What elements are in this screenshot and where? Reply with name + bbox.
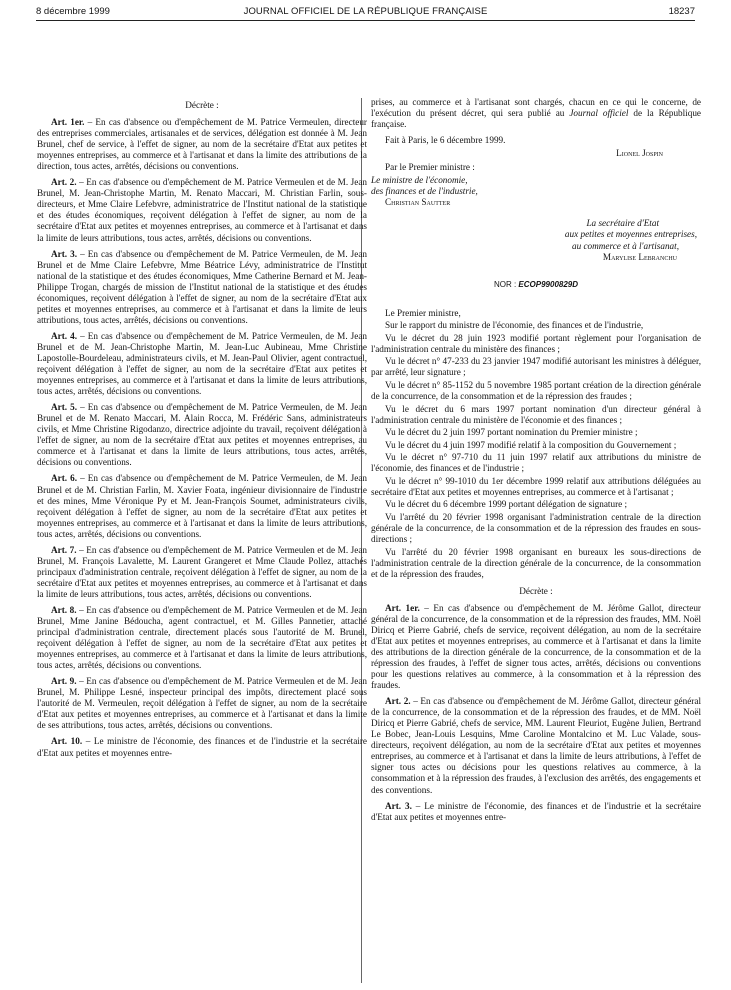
- left-article-10: [37, 736, 367, 758]
- left-article-7: [37, 545, 367, 600]
- journal-title: JOURNAL OFFICIEL DE LA RÉPUBLIQUE FRANÇAISE: [243, 6, 488, 17]
- article-label: Art. 4.: [51, 330, 78, 341]
- continuation-text: prises, au commerce et à l'artisanat sont chargés, chacun en ce qui le concerne, de l'exécution du présent décret, qui sera publié au: [371, 97, 701, 119]
- signer-prime-minister: Lionel Jospin: [616, 148, 663, 159]
- article-label: Art. 8.: [51, 604, 77, 615]
- nor-label: NOR :: [493, 279, 519, 289]
- article-label: Art. 6.: [51, 473, 78, 484]
- article-text: – En cas d'absence ou d'empêchement de M. Patrice Vermeulen, de M. Jean Brunel et de M. Christian Farlin, M. Xavier Foata, ingénieur divisionnaire de l'industrie et des mines, Mme Véronique Py et M. Jean-François Soumet, administrateurs civils, reçoivent délégation à l'effet de signer, au nom de la secrétaire d'Etat aux petites et moyennes entreprises, au commerce et à l'artisanat et dans la limite de leurs attributions, tous actes, arrêtés, décisions ou conventions.: [37, 473, 367, 539]
- article-label: Art. 9.: [51, 676, 77, 687]
- visas-list: [371, 320, 701, 580]
- secretary-name: Marylise Lebranchu: [602, 251, 677, 262]
- decrete-heading-2: Décrète :: [519, 585, 553, 596]
- left-article-9: [37, 676, 367, 731]
- minister-name: Christian Sautter: [385, 197, 451, 208]
- visa-5: Vu le décret du 6 mars 1997 portant nomination d'un directeur général à l'administration centrale du ministère de l'économie et des finances ;: [371, 403, 701, 425]
- minister-title-2: des finances et de l'industrie,: [371, 186, 478, 197]
- visa-4: Vu le décret n° 85-1152 du 5 novembre 1985 portant création de la direction générale de la concurrence, de la consommation et de la répression des fraudes ;: [371, 379, 701, 401]
- visa-7: Vu le décret du 4 juin 1997 modifié relatif à la composition du Gouvernement ;: [385, 439, 677, 450]
- nor-code: ECOP9900829D: [518, 279, 579, 289]
- right-article-1: [371, 603, 701, 691]
- left-article-3: [37, 249, 367, 326]
- secretary-title-1: La secrétaire d'Etat: [586, 218, 659, 229]
- article-text: – En cas d'absence ou d'empêchement de M. Patrice Vermeulen et de M. Jean Brunel, Mme Janine Bédoucha, agent contractuel, et M. Gilles Pannetier, attaché principal d'administration centrale, directement placés sous l'autorité de M. Brunel, reçoivent délégation à l'effet de signer, au nom de la secrétaire d'Etat aux petites et moyennes entreprises, au commerce et à l'artisanat et dans la limite de leurs attributions, tous actes, arrêtés, décisions ou conventions.: [37, 604, 367, 671]
- visa-6: Vu le décret du 2 juin 1997 portant nomination du Premier ministre ;: [385, 427, 638, 438]
- visa-8: Vu le décret n° 97-710 du 11 juin 1997 relatif aux attributions du ministre de l'économie, des finances et de l'industrie ;: [371, 452, 701, 474]
- article-text: – En cas d'absence ou d'empêchement de M. Patrice Vermeulen, de M. Jean Brunel et de M. Renato Maccari, M. Alain Rocca, M. Frédéric Sans, administrateurs civils, et Mme Christine Rigodanzo, directrice adjointe du travail, reçoivent délégation à l'effet de signer, au nom de la secrétaire d'Etat aux petites et moyennes entreprises, au commerce et à l'artisanat et dans la limite de leurs attributions, tous actes, arrêtés, décisions ou conventions.: [37, 402, 367, 468]
- par-le-premier-ministre: Par le Premier ministre :: [385, 162, 475, 173]
- article-text: – En cas d'absence ou d'empêchement de M. Patrice Vermeulen, de M. Jean Brunel et de Mme Claire Lefebvre, Mme Béatrice Lévy, administratrice de l'Institut national de la statistique et des études économiques, Mme Catherine Bernard et M. Jean-Philippe Trogan, chargés de mission de l'Institut national de la statistique et des études économiques, reçoivent délégation à l'effet de signer, au nom de la secrétaire d'Etat aux petites et moyennes entreprises, au commerce et à l'artisanat et dans la limite de leurs attributions, tous actes, arrêtés, décisions ou conventions.: [37, 248, 367, 325]
- article-label: Art. 1er.: [51, 117, 85, 128]
- left-articles: [37, 117, 367, 759]
- left-article-8: [37, 605, 367, 671]
- visa-12: Vu l'arrêté du 20 février 1998 organisant en bureaux les sous-directions de l'administration centrale de la direction générale de la concurrence, de la consommation et de la répression des fraudes,: [371, 546, 701, 579]
- visa-10: Vu le décret du 6 décembre 1999 portant délégation de signature ;: [385, 499, 628, 510]
- article-label: Art. 2.: [51, 177, 77, 188]
- article-label: Art. 10.: [51, 736, 83, 747]
- continuation-paragraph: [371, 97, 701, 130]
- visa-2: Vu le décret du 28 juin 1923 modifié portant règlement pour l'organisation de l'administration centrale du ministère des finances ;: [371, 332, 701, 354]
- left-article-6: [37, 473, 367, 539]
- page-number: 18237: [668, 6, 695, 17]
- article-label: Art. 1er.: [385, 602, 420, 613]
- article-text: – En cas d'absence ou d'empêchement de M. Jérôme Gallot, directeur général de la concurrence, de la consommation et de la répression des fraudes, et de MM. Noël Diricq et Pierre Gabrié, chefs de service, MM. Laurent Fleuriot, Eugène Julien, Bertrand Le Bobec, Jean-Louis Lesquins, Mme Caroline Montalcino et M. Luc Valade, sous-directeurs, reçoivent délégation, au nom de la secrétaire d'Etat aux petites et moyennes entreprises, au commerce et à l'artisanat et dans la limite de leurs attributions, à l'effet de signer tous actes ou décisions pour les questions relatives au commerce, à la consommation et à la répression des fraudes, à l'exclusion des arrêtés, des engagements et des conventions.: [371, 696, 701, 795]
- article-label: Art. 3.: [385, 800, 412, 811]
- fait-line: Fait à Paris, le 6 décembre 1999.: [385, 135, 506, 146]
- article-label: Art. 7.: [51, 544, 77, 555]
- secretary-title-2: aux petites et moyennes entreprises,: [564, 229, 697, 240]
- left-article-5: [37, 402, 367, 468]
- issue-date: 8 décembre 1999: [36, 6, 110, 17]
- journal-officiel-italic: Journal officiel: [569, 108, 629, 119]
- article-text: – En cas d'absence ou d'empêchement de M. Patrice Vermeulen et de M. Jean Brunel, M. François Lavalette, M. Laurent Grangeret et Mme Claude Pollez, attachés principaux d'administration centrale, reçoivent délégation à l'effet de signer, au nom de la secrétaire d'Etat aux petites et moyennes entreprises, au commerce et à l'artisanat et dans la limite de leurs attributions, tous actes, arrêtés, décisions ou conventions.: [37, 544, 367, 599]
- right-article-2: [371, 696, 701, 795]
- article-label: Art. 3.: [51, 248, 78, 259]
- article-text: – En cas d'absence ou d'empêchement de M. Jérôme Gallot, directeur général de la concurrence, de la consommation et de la répression des fraudes, MM. Noël Diricq et Pierre Gabrié, chefs de service, reçoivent délégation, au nom de la secrétaire d'Etat aux petites et moyennes entreprises, au commerce et à l'artisanat et dans la limite des attributions de la direction générale de la concurrence, de la consommation et de la répression des fraudes, à l'effet de signer tous actes, arrêtés, décisions ou conventions pour les questions relatives au commerce, à la consommation et à la répression des fraudes.: [371, 602, 701, 691]
- header-rule: [36, 20, 695, 21]
- article-text: – En cas d'absence ou d'empêchement de M. Patrice Vermeulen, directeur des entreprises commerciales, artisanales et de services, délégation est donnée à M. Jean Brunel, chef de service, à l'effet de signer, au nom de la secrétaire d'Etat aux petites et moyennes entreprises, au commerce et à l'artisanat et dans la limite des attributions de la direction, tous actes, arrêtés, décisions ou conventions.: [37, 117, 367, 172]
- article-label: Art. 5.: [51, 402, 78, 413]
- article-text: – En cas d'absence ou d'empêchement de M. Patrice Vermeulen, de M. Jean Brunel et de M. Jean-Christophe Martin, M. Jean-Luc Aubineau, Mme Christine Lapostolle-Bourdeleau, administrateurs civils, et M. Jean-Paul Olivier, agent contractuel, reçoivent délégation à l'effet de signer, au nom de la secrétaire d'Etat aux petites et moyennes entreprises, au commerce et à l'artisanat et dans la limite de leurs attributions, tous actes, arrêtés, décisions ou conventions.: [37, 330, 367, 397]
- visa-11: Vu l'arrêté du 20 février 1998 organisant l'administration centrale de la direction générale de la concurrence, de la consommation et de la répression des fraudes en sous-directions ;: [371, 511, 701, 545]
- visa-9: Vu le décret n° 99-1010 du 1er décembre 1999 relatif aux attributions déléguées au secrétaire d'Etat aux petites et moyennes entreprises, au commerce et à l'artisanat ;: [371, 475, 701, 497]
- article-text: – Le ministre de l'économie, des finances et de l'industrie et la secrétaire d'Etat aux petites et moyennes entre-: [37, 736, 367, 758]
- visa-3: Vu le décret n° 47-233 du 23 janvier 1947 modifié autorisant les ministres à déléguer, par arrêté, leur signature ;: [371, 356, 701, 378]
- premier-ministre-line: Le Premier ministre,: [385, 307, 461, 318]
- secretary-title-3: au commerce et à l'artisanat,: [571, 240, 679, 251]
- page-header: [36, 6, 695, 24]
- decrete-heading: Décrète :: [185, 100, 219, 110]
- continuation-end: de la République française.: [371, 108, 702, 130]
- article-text: – En cas d'absence ou d'empêchement de M. Patrice Vermeulen et de M. Jean Brunel, M. Philippe Lesné, inspecteur principal des impôts, directement placé sous l'autorité de M. Vermeulen, reçoit délégation à l'effet de signer, au nom de la secrétaire d'Etat aux petites et moyennes entreprises, au commerce et à l'artisanat et dans la limite de ses attributions, tous actes, arrêtés, décisions ou conventions.: [37, 676, 367, 731]
- left-article-1: [37, 117, 367, 172]
- article-text: – En cas d'absence ou d'empêchement de M. Patrice Vermeulen et de M. Jean Brunel, M. Jean-Christophe Martin, M. Renato Maccari, M. Christian Farlin, sous-directeurs, et Mme Claire Lefebvre, administratrice de l'Institut national de la statistique et des études économiques, reçoivent délégation à l'effet de signer, au nom de la secrétaire d'Etat aux petites et moyennes entreprises, au commerce et à l'artisanat et dans la limite de leurs attributions, tous actes, arrêtés, décisions ou conventions.: [37, 177, 367, 243]
- article-text: – Le ministre de l'économie, des finances et de l'industrie et la secrétaire d'Etat aux petites et moyennes entre-: [371, 800, 701, 822]
- right-column: [371, 97, 701, 828]
- left-article-4: [37, 331, 367, 397]
- right-article-3: [371, 801, 701, 823]
- right-articles: [371, 603, 701, 823]
- article-label: Art. 2.: [385, 696, 411, 707]
- nor-reference: [371, 279, 701, 290]
- left-article-2: [37, 177, 367, 243]
- visa-1: Sur le rapport du ministre de l'économie, des finances et de l'industrie,: [385, 320, 644, 331]
- left-column: [37, 100, 367, 764]
- minister-title-1: Le ministre de l'économie,: [371, 175, 468, 186]
